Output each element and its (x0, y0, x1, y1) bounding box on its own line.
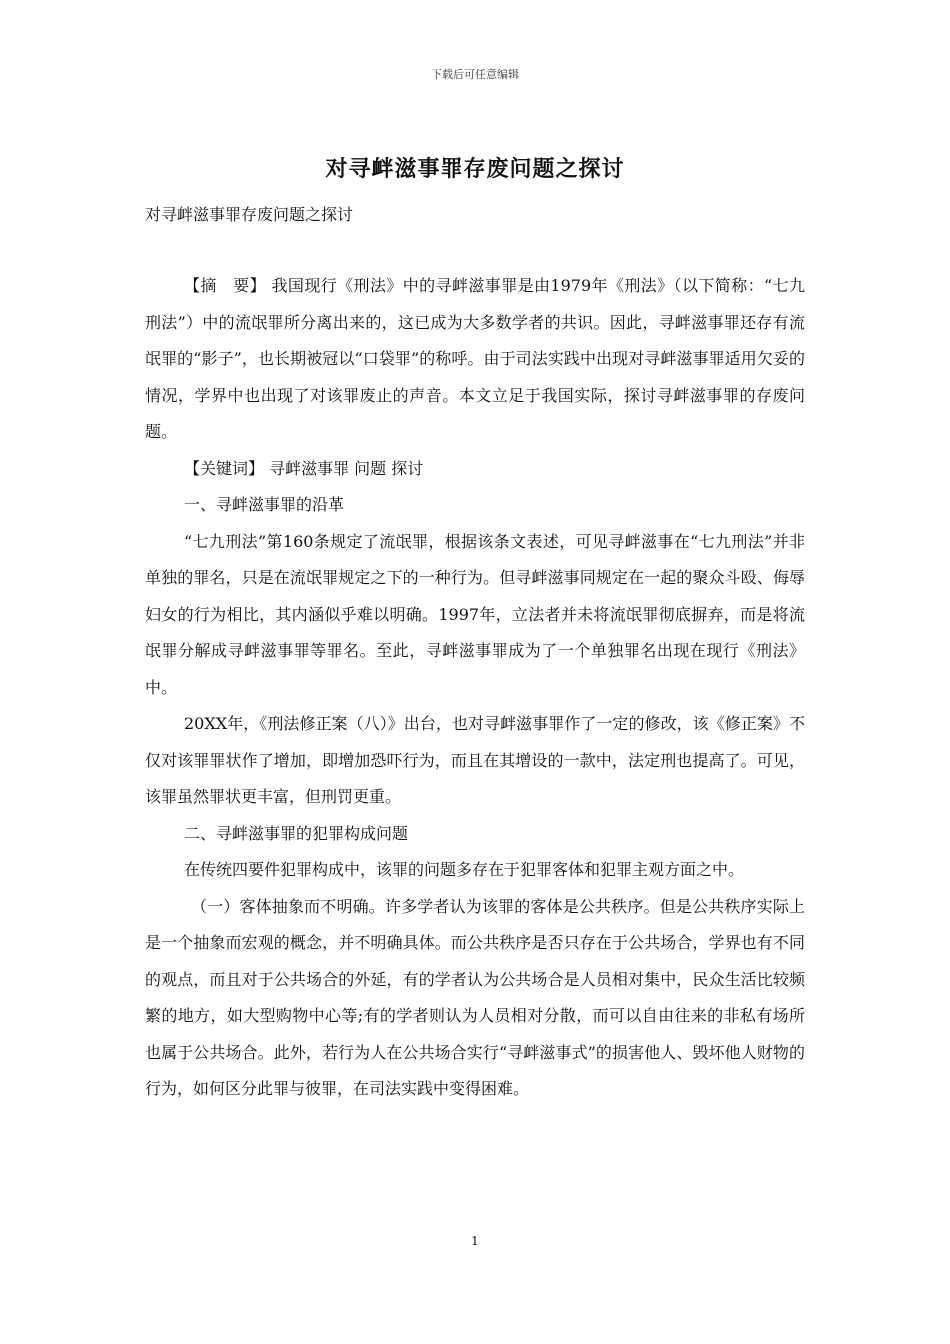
body-paragraph: “七九刑法”第160条规定了流氓罪，根据该条文表述，可见寻衅滋事在“七九刑法”并非单独的罪名，只是在流氓罪规定之下的一种行为。但寻衅滋事同规定在一起的聚众斗殴、侮辱妇女的行为相比，其内涵似乎难以明确。1997年，立法者并未将流氓罪彻底摒弃，而是将流氓罪分解成寻衅滋事罪等罪名。至此，寻衅滋事罪成为了一个单独罪名出现在现行《刑法》中。 (145, 531, 805, 697)
keywords-paragraph: 【关键词】 寻衅滋事罪 问题 探讨 (184, 458, 424, 478)
document-title: 对寻衅滋事罪存废问题之探讨 (325, 156, 625, 182)
page-header: 下载后可任意编辑 (431, 68, 519, 81)
document-body (145, 268, 805, 1108)
section-heading-1: 一、寻衅滋事罪的沿革 (184, 495, 345, 514)
page-number: 1 (471, 1234, 479, 1248)
document-subtitle: 对寻衅滋事罪存废问题之探讨 (145, 205, 354, 224)
body-paragraph: 在传统四要件犯罪构成中，该罪的问题多存在于犯罪客体和犯罪主观方面之中。 (184, 860, 745, 879)
body-paragraph: 20XX年，《刑法修正案（八）》出台，也对寻衅滋事罪作了一定的修改，该《修正案》不仅对该罪罪状作了增加，即增加恐吓行为，而且在其增设的一款中，法定刑也提高了。可见，该罪虽然罪状更丰富，但刑罚更重。 (145, 714, 805, 806)
abstract-paragraph: 【摘 要】 我国现行《刑法》中的寻衅滋事罪是由1979年《刑法》（以下简称：“七九刑法”）中的流氓罪所分离出来的，这已成为大多数学者的共识。因此，寻衅滋事罪还存有流氓罪的“影子”，也长期被冠以“口袋罪”的称呼。由于司法实践中出现对寻衅滋事罪适用欠妥的情况，学界中也出现了对该罪废止的声音。本文立足于我国实际，探讨寻衅滋事罪的存废问题。 (145, 276, 805, 441)
body-paragraph: （一）客体抽象而不明确。许多学者认为该罪的客体是公共秩序。但是公共秩序实际上是一个抽象而宏观的概念，并不明确具体。而公共秩序是否只存在于公共场合，学界也有不同的观点，而且对于公共场合的外延，有的学者认为公共场合是人员相对集中，民众生活比较频繁的地方，如大型购物中心等;有的学者则认为人员相对分散，而可以自由往来的非私有场所也属于公共场合。此外，若行为人在公共场合实行“寻衅滋事式”的损害他人、毁坏他人财物的行为，如何区分此罪与彼罪，在司法实践中变得困难。 (145, 896, 805, 1098)
section-heading-2: 二、寻衅滋事罪的犯罪构成问题 (184, 823, 409, 843)
